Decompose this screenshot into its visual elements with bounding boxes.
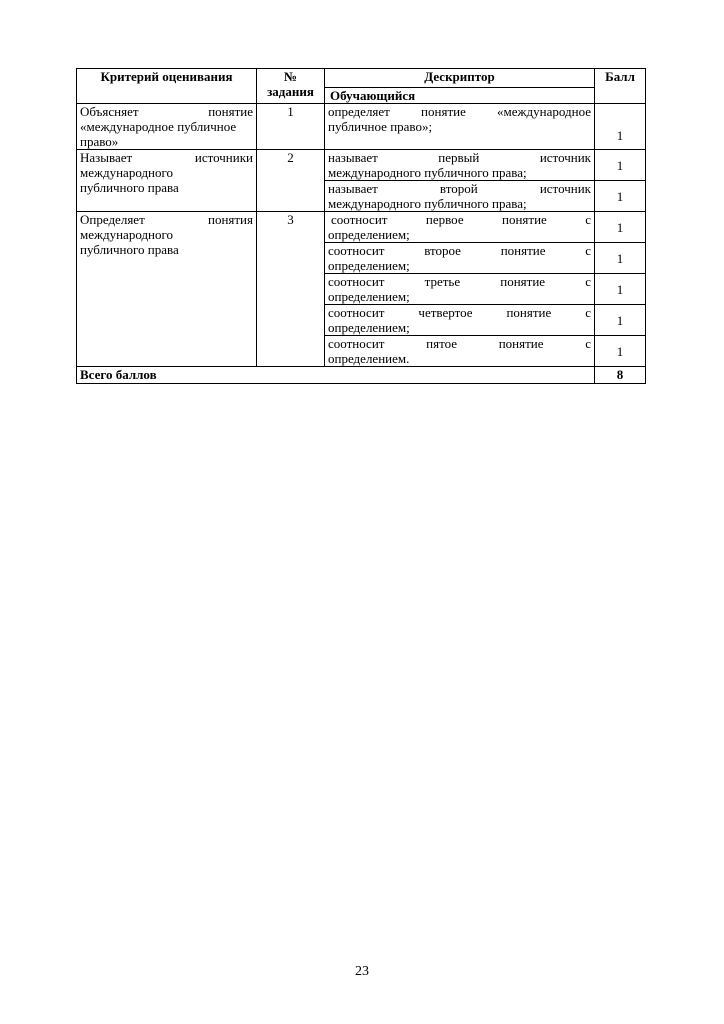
assessment-rubric-table [76, 68, 646, 384]
descriptor-line2: международного публичного права; [328, 165, 527, 180]
descriptor-cell [325, 181, 595, 212]
total-row [77, 367, 646, 384]
table-row [77, 104, 646, 150]
descriptor-cell [325, 212, 595, 243]
task-number-cell: 2 [257, 150, 325, 212]
descriptor-line1: соотносит четвертое понятие с [328, 305, 591, 320]
score-cell: 1 [595, 104, 646, 150]
criterion-rest: «международное публичное право» [80, 119, 237, 149]
descriptor-cell [325, 150, 595, 181]
descriptor-cell [325, 305, 595, 336]
total-value: 8 [595, 367, 646, 384]
descriptor-cell [325, 243, 595, 274]
descriptor-line2: определением; [328, 258, 410, 273]
criterion-line1: Объясняет понятие [80, 104, 253, 119]
criterion-header: Критерий оценивания [77, 69, 257, 104]
score-cell: 1 [595, 150, 646, 181]
criterion-cell [77, 104, 257, 150]
task-number-header-line2: задания [267, 84, 314, 99]
page-number: 23 [355, 964, 369, 979]
descriptor-header: Дескриптор [325, 69, 595, 88]
descriptor-line2: определением; [328, 289, 410, 304]
score-cell: 1 [595, 181, 646, 212]
criterion-line1: Называет источники [80, 150, 253, 165]
descriptor-line1: соотносит второе понятие с [328, 243, 591, 258]
criterion-rest: международного публичного права [80, 227, 179, 257]
descriptor-cell [325, 104, 595, 150]
task-number-header-line1: № [283, 69, 298, 84]
descriptor-subheader: Обучающийся [325, 88, 595, 104]
descriptor-line2: международного публичного права; [328, 196, 527, 211]
descriptor-cell [325, 336, 595, 367]
descriptor-line1: называет второй источник [328, 181, 591, 196]
task-number-cell: 1 [257, 104, 325, 150]
descriptor-line1: соотносит пятое понятие с [328, 336, 591, 351]
score-cell: 1 [595, 305, 646, 336]
descriptor-line1: соотносит первое понятие с [331, 212, 591, 227]
descriptor-line2: определением; [328, 320, 410, 335]
score-cell: 1 [595, 212, 646, 243]
score-cell: 1 [595, 274, 646, 305]
task-number-cell: 3 [257, 212, 325, 367]
criterion-cell [77, 150, 257, 212]
descriptor-cell [325, 274, 595, 305]
task-number-header [257, 69, 325, 104]
descriptor-line1: определяет понятие «международное [328, 104, 591, 119]
descriptor-line1: соотносит третье понятие с [328, 274, 591, 289]
table-row [77, 212, 646, 243]
descriptor-line2: определением. [328, 351, 410, 366]
descriptor-line1: называет первый источник [328, 150, 591, 165]
score-cell: 1 [595, 243, 646, 274]
criterion-rest: международного публичного права [80, 165, 179, 195]
score-cell: 1 [595, 336, 646, 367]
descriptor-line2: определением; [328, 227, 410, 242]
table-row [77, 150, 646, 181]
criterion-cell [77, 212, 257, 367]
criterion-line1: Определяет понятия [80, 212, 253, 227]
header-row [77, 69, 646, 88]
total-label: Всего баллов [77, 367, 595, 384]
score-header: Балл [595, 69, 646, 104]
descriptor-line2: публичное право»; [328, 119, 433, 134]
